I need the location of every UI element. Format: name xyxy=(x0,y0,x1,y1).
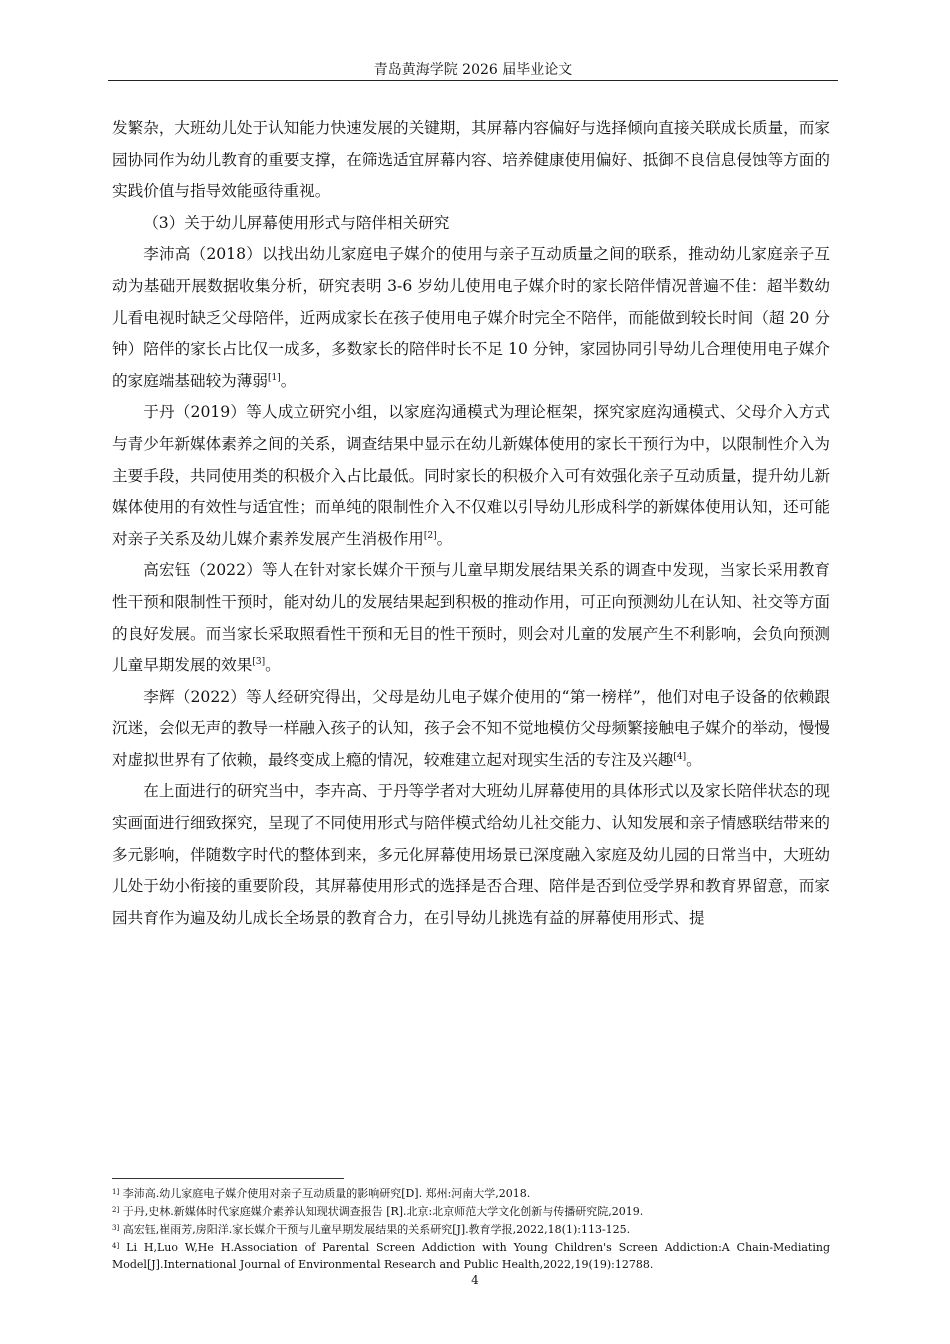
footnote-mark: 1 xyxy=(112,1188,117,1196)
footnote-text: 李沛高.幼儿家庭电子媒介使用对亲子互动质量的影响研究[D]. 郑州:河南大学,2018. xyxy=(122,1187,531,1200)
footnote-2: $^{2]}$ 于丹,史林.新媒体时代家庭媒介素养认知现状调查报告 [R].北京:北京师范大学文化创新与传播研究院,2019. xyxy=(112,1205,644,1218)
footnote-mark: 4 xyxy=(112,1242,117,1250)
section-heading: （3）关于幼儿屏幕使用形式与陪伴相关研究 xyxy=(143,213,450,232)
page-number: 4 xyxy=(471,1273,479,1287)
paragraph-li-peigao xyxy=(112,239,830,397)
citation-ref-2[interactable]: [2] xyxy=(423,530,437,541)
paragraph-end: 。 xyxy=(436,529,453,548)
paragraph-yu-dan xyxy=(112,397,830,555)
paragraph-end: 。 xyxy=(280,371,297,390)
footnote-mark: 3 xyxy=(112,1224,117,1232)
paragraph-gao-hongyu xyxy=(112,555,830,681)
paragraph-end: 。 xyxy=(265,656,281,675)
paragraph-end: 。 xyxy=(686,750,702,769)
paragraph-li-hui xyxy=(112,682,830,777)
footnotes xyxy=(112,1184,830,1273)
paragraph-summary: 在上面进行的研究当中，李卉高、于丹等学者对大班幼儿屏幕使用的具体形式以及家长陪伴状态的现实画面进行细致探究，呈现了不同使用形式与陪伴模式给幼儿社交能力、认知发展和亲子情感联结带来的多元影响，伴随数字时代的整体到来，多元化屏幕使用场景已深度融入家庭及幼儿园的日常当中，大班幼儿处于幼小衔接的重要阶段，其屏幕使用形式的选择是否合理、陪伴是否到位受学界和教育界留意，而家园共育作为遍及幼儿成长全场景的教育合力，在引导幼儿挑选有益的屏幕使用形式、提 xyxy=(112,782,830,927)
footnote-text: Li H,Luo W,He H.Association of Parental Screen Addiction with Young Children's Screen Addiction:A Chain-Mediating Model[J].International Journal of Environmental Research and Public Health,2022,19(19):12788. xyxy=(112,1241,830,1271)
paragraph-text: 李辉（2022）等人经研究得出，父母是幼儿电子媒介使用的“第一榜样”，他们对电子设备的依赖跟沉迷，会似无声的教导一样融入孩子的认知，孩子会不知不觉地模仿父母频繁接触电子媒介的举动，慢慢对虚拟世界有了依赖，最终变成上瘾的情况，较难建立起对现实生活的专注及兴趣 xyxy=(112,687,830,769)
running-header: 青岛黄海学院 2026 届毕业论文 xyxy=(373,62,573,78)
paragraph-continued: 发繁杂，大班幼儿处于认知能力快速发展的关键期，其屏幕内容偏好与选择倾向直接关联成长质量，而家园协同作为幼儿教育的重要支撑，在筛选适宜屏幕内容、培养健康使用偏好、抵御不良信息侵蚀等方面的实践价值与指导效能亟待重视。 xyxy=(112,119,830,201)
paragraph-text: 高宏钰（2022）等人在针对家长媒介干预与儿童早期发展结果关系的调查中发现，当家长采用教育性干预和限制性干预时，能对幼儿的发展结果起到积极的推动作用，可正向预测幼儿在认知、社交等方面的良好发展。而当家长采取照看性干预和无目的性干预时，则会对儿童的发展产生不利影响，会负向预测儿童早期发展的效果 xyxy=(112,561,830,675)
header-rule xyxy=(108,80,838,81)
citation-ref-1[interactable]: [1] xyxy=(267,372,281,383)
footnote-mark: 2 xyxy=(112,1206,117,1214)
footnote-4: $^{4]}$ Li H,Luo W,He H.Association of Parental Screen Addiction with Young Children's Screen Addiction:A Chain-Mediating Model[J].International Journal of Environmental Research and Public Health,2022,19(19):12788. xyxy=(112,1241,830,1271)
body-text xyxy=(112,113,830,934)
citation-ref-3[interactable]: [3] xyxy=(252,657,266,668)
paragraph-text: 于丹（2019）等人成立研究小组，以家庭沟通模式为理论框架，探究家庭沟通模式、父母介入方式与青少年新媒体素养之间的关系，调查结果中显示在幼儿新媒体使用的家长干预行为中，以限制性介入为主要手段，共同使用类的积极介入占比最低。同时家长的积极介入可有效强化亲子互动质量，提升幼儿新媒体使用的有效性与适宜性；而单纯的限制性介入不仅难以引导幼儿形成科学的新媒体使用认知，还可能对亲子关系及幼儿媒介素养发展产生消极作用 xyxy=(112,403,830,548)
footnote-separator xyxy=(112,1178,344,1179)
footnote-1: $^{1]}$ 李沛高.幼儿家庭电子媒介使用对亲子互动质量的影响研究[D]. 郑州:河南大学,2018. xyxy=(112,1187,531,1200)
footnote-3: $^{3]}$ 高宏钰,崔雨芳,房阳洋.家长媒介干预与儿童早期发展结果的关系研究[J].教育学报,2022,18(1):113-125. xyxy=(112,1223,631,1236)
paragraph-text: 李沛高（2018）以找出幼儿家庭电子媒介的使用与亲子互动质量之间的联系，推动幼儿家庭亲子互动为基础开展数据收集分析，研究表明 3-6 岁幼儿使用电子媒介时的家长陪伴情况普遍不佳：超半数幼儿看电视时缺乏父母陪伴，近两成家长在孩子使用电子媒介时完全不陪伴，而能做到较长时间（超 20 分钟）陪伴的家长占比仅一成多，多数家长的陪伴时长不足 10 分钟，家园协同引导幼儿合理使用电子媒介的家庭端基础较为薄弱 xyxy=(112,245,830,390)
footnote-text: 高宏钰,崔雨芳,房阳洋.家长媒介干预与儿童早期发展结果的关系研究[J].教育学报,2022,18(1):113-125. xyxy=(122,1223,631,1236)
citation-ref-4[interactable]: [4] xyxy=(673,751,687,762)
footnote-text: 于丹,史林.新媒体时代家庭媒介素养认知现状调查报告 [R].北京:北京师范大学文化创新与传播研究院,2019. xyxy=(122,1205,644,1218)
